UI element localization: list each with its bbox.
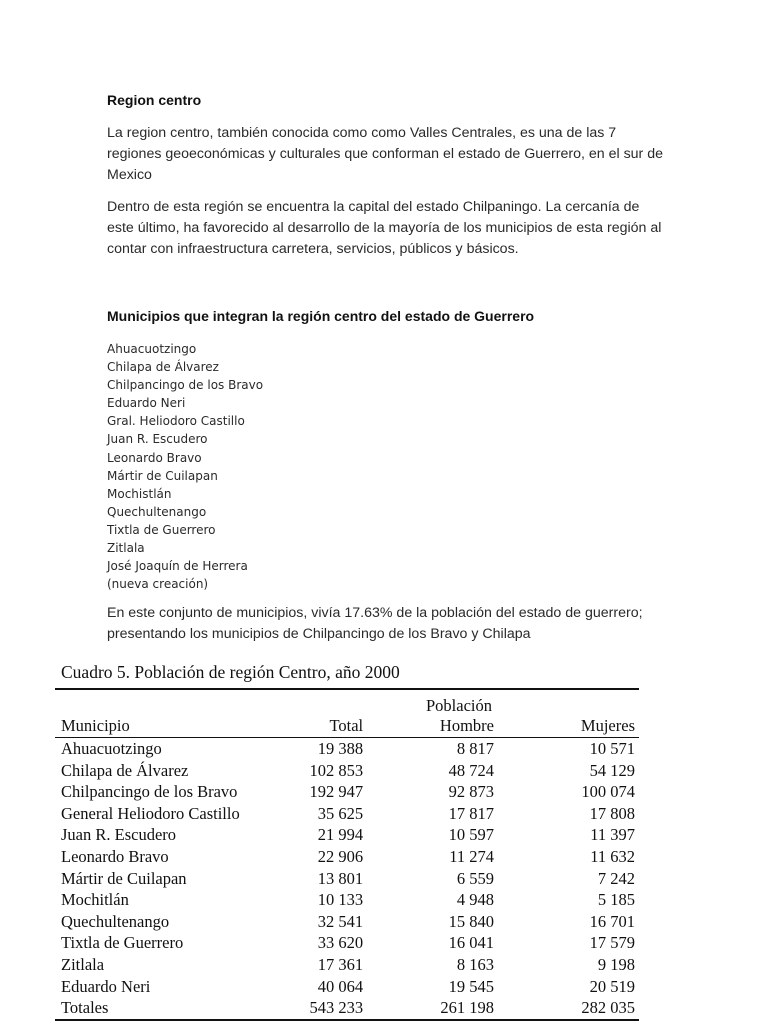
cell-mujeres: 100 074	[581, 782, 635, 802]
municipality-list	[107, 340, 263, 593]
list-item: Zitlala	[107, 541, 145, 556]
table-row	[55, 738, 639, 760]
group-header-poblacion: Población	[367, 689, 498, 716]
list-item: Mártir de Cuilapan	[107, 468, 218, 483]
cell-mujeres: 16 701	[589, 911, 635, 931]
list-item: Juan R. Escudero	[107, 432, 208, 447]
cell-municipio: Chilapa de Álvarez	[61, 760, 189, 780]
cell-total: 22 906	[317, 846, 364, 866]
list-item: José Joaquín de Herrera	[107, 559, 248, 574]
cell-total: 33 620	[317, 933, 364, 953]
table-group-header-row	[55, 689, 639, 716]
table-row	[55, 889, 639, 911]
cell-mujeres: 7 242	[597, 868, 635, 888]
section-title-municipios: Municipios que integran la región centro del estado de Guerrero	[107, 308, 535, 324]
cell-total: 17 361	[317, 954, 364, 974]
table-row	[55, 932, 639, 954]
section-title-region-centro: Region centro	[107, 92, 202, 108]
cell-hombre: 11 274	[449, 846, 494, 866]
cell-municipio: Tixtla de Guerrero	[61, 933, 184, 953]
cell-mujeres: 9 198	[597, 954, 635, 974]
cell-hombre: 19 545	[448, 976, 494, 996]
cell-hombre: 8 163	[456, 954, 494, 974]
population-paragraph: En este conjunto de municipios, vivía 17.63% de la población del estado de guerrero; presentando los municipios de Chilpancingo de los Bravo y Chilapa	[107, 605, 643, 642]
cell-hombre: 17 817	[448, 803, 494, 823]
table-row	[55, 954, 639, 976]
cell-total: 13 801	[317, 868, 364, 888]
cell-total: 10 133	[317, 890, 364, 910]
cell-hombre: 261 198	[367, 997, 498, 1020]
table-totals-row	[55, 997, 639, 1020]
cell-mujeres: 11 632	[590, 846, 635, 866]
list-item: Gral. Heliodoro Castillo	[107, 414, 245, 429]
cell-total: 543 233	[297, 997, 367, 1020]
cell-hombre: 92 873	[448, 782, 494, 802]
cell-total: 35 625	[317, 803, 364, 823]
cell-mujeres: 54 129	[589, 760, 635, 780]
cell-totals-label: Totales	[55, 997, 297, 1020]
cell-mujeres: 282 035	[498, 997, 639, 1020]
cell-municipio: Eduardo Neri	[61, 976, 151, 996]
cell-hombre: 6 559	[456, 868, 494, 888]
column-header-municipio: Municipio	[55, 716, 297, 738]
table-row	[55, 824, 639, 846]
list-item: Tixtla de Guerrero	[107, 522, 216, 537]
cell-municipio: Juan R. Escudero	[61, 825, 177, 845]
cell-total: 21 994	[317, 825, 364, 845]
table-caption: Cuadro 5. Población de región Centro, año 2000	[61, 662, 400, 682]
list-item: Ahuacuotzingo	[107, 342, 197, 356]
column-header-mujeres: Mujeres	[498, 716, 639, 738]
table-row	[55, 976, 639, 998]
cell-municipio: Mártir de Cuilapan	[61, 868, 187, 888]
cell-hombre: 16 041	[448, 933, 494, 953]
table-header-row	[55, 716, 639, 738]
table-row	[55, 846, 639, 868]
list-item: Leonardo Bravo	[107, 450, 202, 465]
intro-paragraph: La region centro, también conocida como como Valles Centrales, es una de las 7 regiones geoeconómicas y culturales que conforman el estado de Guerrero, en el sur de Mexico	[107, 125, 664, 183]
cell-hombre: 48 724	[448, 760, 494, 780]
cell-hombre: 4 948	[456, 890, 494, 910]
cell-municipio: Chilpancingo de los Bravo	[61, 782, 238, 802]
cell-total: 32 541	[317, 911, 364, 931]
cell-hombre: 8 817	[456, 739, 494, 758]
cell-municipio: Mochitlán	[61, 890, 129, 910]
list-item: Chilapa de Álvarez	[107, 360, 219, 375]
list-item: Quechultenango	[107, 504, 207, 519]
table-row	[55, 760, 639, 782]
list-item: Eduardo Neri	[107, 396, 186, 411]
cell-mujeres: 17 579	[589, 933, 635, 953]
table-row	[55, 781, 639, 803]
column-header-total: Total	[297, 716, 367, 738]
cell-hombre: 10 597	[448, 825, 494, 845]
cell-mujeres: 17 808	[589, 803, 635, 823]
cell-hombre: 15 840	[448, 911, 494, 931]
cell-mujeres: 5 185	[597, 890, 635, 910]
list-item: Mochistlán	[107, 486, 172, 501]
column-header-hombre: Hombre	[367, 716, 498, 738]
list-item: Chilpancingo de los Bravo	[107, 378, 264, 393]
cell-municipio: Ahuacuotzingo	[61, 739, 162, 758]
cell-municipio: General Heliodoro Castillo	[61, 803, 240, 823]
list-item: (nueva creación)	[107, 577, 209, 592]
cell-total: 40 064	[317, 976, 364, 996]
cell-total: 192 947	[309, 782, 364, 802]
cell-municipio: Leonardo Bravo	[61, 846, 169, 866]
capital-paragraph: Dentro de esta región se encuentra la capital del estado Chilpaningo. La cercanía de este último, ha favorecido al desarrollo de la mayoría de los municipios de esta región al contar con infraestructura carretera, servicios, públicos y básicos.	[107, 199, 662, 257]
cell-total: 102 853	[309, 760, 364, 780]
table-row	[55, 803, 639, 825]
population-table	[55, 688, 639, 1021]
table-row	[55, 911, 639, 933]
cell-mujeres: 20 519	[589, 976, 635, 996]
cell-total: 19 388	[317, 739, 364, 758]
cell-municipio: Zitlala	[61, 954, 105, 974]
cell-mujeres: 11 397	[590, 825, 635, 845]
cell-mujeres: 10 571	[589, 739, 635, 758]
table-row	[55, 868, 639, 890]
cell-municipio: Quechultenango	[61, 911, 170, 931]
